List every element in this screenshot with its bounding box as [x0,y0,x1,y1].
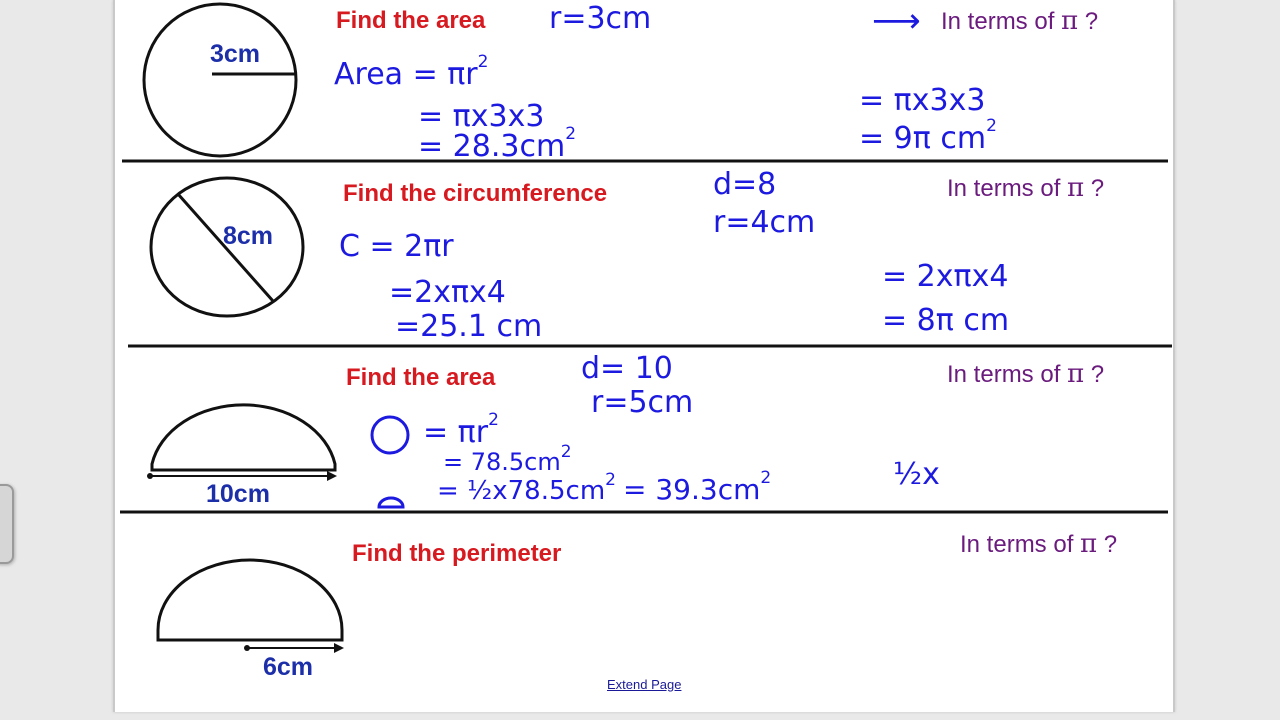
q2-step-2: =25.1 cm [395,309,543,344]
q4-semicircle [158,560,342,640]
pi-symbol: π [1067,359,1085,389]
q3-pi-prompt: In terms of π ? [947,359,1105,389]
q3-half-formula: = $\frac{1}{2}x78.5cm^2$ [437,470,616,506]
q1-radius-label: 3cm [210,40,261,68]
q1-step-2: = $28.3cm^2$ [418,124,577,164]
q3-circle-symbol [372,417,408,453]
q4-radius-label: 6cm [263,653,314,681]
pi-symbol: π [1067,173,1085,203]
q2-pi-step-1: = 2xπx4 [882,259,1009,294]
q1-area-formula: Area = $\pi r^2$ [334,52,489,92]
q1-step-1: = πx3x3 [418,99,545,134]
q1-circle [144,4,296,156]
q4-pi-prompt: In terms of π ? [960,529,1118,559]
q2-pi-prompt: In terms of π ? [947,173,1105,203]
pi-symbol: π [1061,6,1079,36]
q3-title: Find the area [346,364,496,391]
q3-given-radius: r=5cm [591,385,694,420]
q1-title: Find the area [336,7,486,34]
q2-step-1: =2xπx4 [389,275,506,310]
q3-pi-note: ½x [893,457,940,492]
q2-given-diameter: d=8 [713,167,777,202]
q3-semicircle [152,405,335,470]
q2-title: Find the circumference [343,180,608,207]
q4-title: Find the perimeter [352,540,562,567]
side-panel-tab[interactable] [0,484,14,564]
q3-half-result: = $39.3cm^2$ [623,468,772,506]
q1-pi-prompt: In terms of π ? [941,6,1099,36]
q3-diameter-label: 10cm [206,480,270,508]
pi-symbol: π [1080,529,1098,559]
q1-given-radius: r=3cm [549,1,652,36]
q1-pi-step-1: = πx3x3 [859,83,986,118]
q3-circle-formula: = $\pi r^2$ [423,410,499,450]
whiteboard-page [113,0,1175,712]
extend-page-link[interactable]: Extend Page [607,677,682,692]
q1-pi-step-2: = 9π $cm^2$ [859,116,997,156]
arrow-icon: ⟶ [872,1,921,41]
q3-given-diameter: d= 10 [581,351,673,386]
q2-diameter-label: 8cm [223,222,274,250]
q2-given-radius: r=4cm [713,205,816,240]
q3-step-1: = $78.5cm^2$ [443,442,572,476]
q3-semicircle-symbol [379,498,403,507]
q2-pi-step-2: = 8π cm [882,303,1010,338]
q2-formula: C = 2πr [339,229,454,264]
